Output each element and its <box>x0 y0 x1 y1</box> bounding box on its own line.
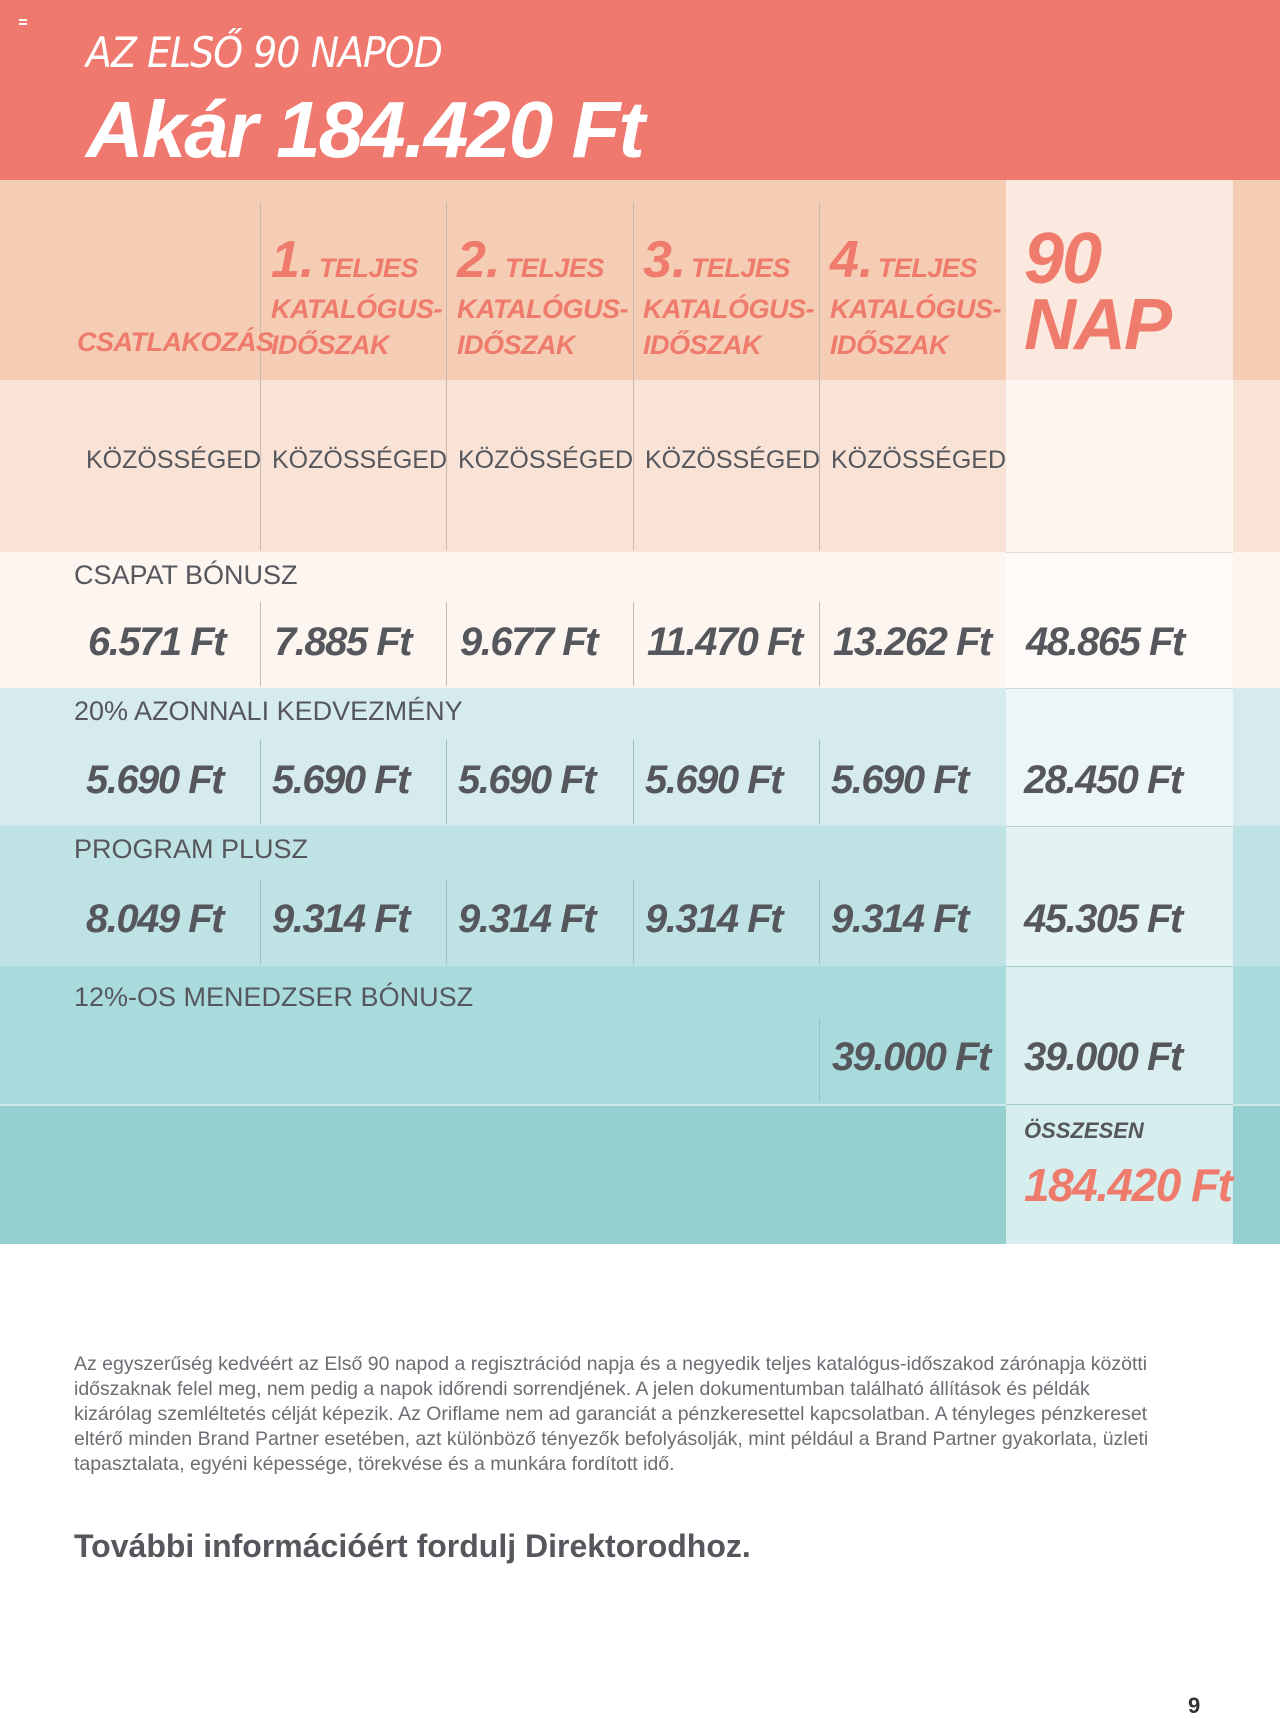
column-header-period-4: 4. TELJES KATALÓGUS- IDŐSZAK <box>830 231 1001 360</box>
title-banner <box>0 0 1280 180</box>
column-divider <box>260 602 261 686</box>
discount-value: 5.690 Ft <box>86 758 223 802</box>
program-plus-value: 8.049 Ft <box>86 897 223 941</box>
discount-value: 5.690 Ft <box>272 758 409 802</box>
column-divider <box>633 740 634 824</box>
column-header-period-1: 1. TELJES KATALÓGUS- IDŐSZAK <box>271 231 442 360</box>
community-label: KÖZÖSSÉGED <box>272 446 448 474</box>
team-bonus-value: 11.470 Ft <box>647 620 802 664</box>
page-number: 9 <box>1188 1693 1201 1718</box>
column-divider <box>446 880 447 964</box>
column-divider <box>446 740 447 824</box>
row-label-discount: 20% AZONNALI KEDVEZMÉNY <box>74 696 463 726</box>
grand-total-value: 184.420 Ft <box>1024 1159 1232 1211</box>
community-label: KÖZÖSSÉGED <box>86 446 262 474</box>
team-bonus-value: 7.885 Ft <box>274 620 411 664</box>
column-divider <box>819 880 820 964</box>
row-label-team-bonus: CSAPAT BÓNUSZ <box>74 560 298 590</box>
column-divider <box>260 880 261 964</box>
column-divider <box>446 602 447 686</box>
discount-value: 5.690 Ft <box>645 758 782 802</box>
program-plus-value: 9.314 Ft <box>272 897 409 941</box>
column-divider <box>819 202 820 550</box>
column-header-period-3: 3. TELJES KATALÓGUS- IDŐSZAK <box>643 231 814 360</box>
manager-bonus-value: 39.000 Ft <box>832 1035 990 1079</box>
team-bonus-value: 6.571 Ft <box>88 620 225 664</box>
team-bonus-total: 48.865 Ft <box>1026 620 1184 664</box>
column-divider <box>633 602 634 686</box>
menu-icon[interactable] <box>19 19 27 25</box>
column-divider <box>260 202 261 550</box>
column-header-period-2: 2. TELJES KATALÓGUS- IDŐSZAK <box>457 231 628 360</box>
community-label: KÖZÖSSÉGED <box>458 446 634 474</box>
column-divider <box>260 740 261 824</box>
community-label: KÖZÖSSÉGED <box>831 446 1007 474</box>
column-divider <box>633 880 634 964</box>
page-headline: Akár 184.420 Ft <box>86 85 644 174</box>
page-subtitle: AZ ELSŐ 90 NAPOD <box>86 28 442 77</box>
more-info-text: További információért fordulj Direktorodhoz. <box>74 1528 751 1564</box>
column-header-total: 90 NAP <box>1024 219 1171 365</box>
community-label: KÖZÖSSÉGED <box>645 446 821 474</box>
column-header-join: CSATLAKOZÁS <box>77 327 274 357</box>
discount-total: 28.450 Ft <box>1024 758 1182 802</box>
discount-value: 5.690 Ft <box>831 758 968 802</box>
program-plus-total: 45.305 Ft <box>1024 897 1182 941</box>
column-divider <box>819 740 820 824</box>
disclaimer-text: Az egyszerűség kedvéért az Első 90 napod a regisztrációd napja és a negyedik teljes katalógus-időszakod zárónapja közötti időszaknak felel meg, nem pedig a napok időrendi sorrendjének. A jelen dokumentumban található állítások és példák kizárólag szemléltetés célját képezik. Az Oriflame nem ad garanciát a pénzkeresettel kapcsolatban. A tényleges pénzkereset eltérő minden Brand Partner esetében, azt különböző tényezők befolyásolják, mint például a Brand Partner gyakorlata, üzleti tapasztalata, egyéni képessége, törekvése és a munkára fordított idő. <box>74 1353 1149 1475</box>
column-divider <box>819 602 820 686</box>
team-bonus-value: 13.262 Ft <box>833 620 991 664</box>
column-divider <box>633 202 634 550</box>
program-plus-value: 9.314 Ft <box>458 897 595 941</box>
grand-total-label: ÖSSZESEN <box>1024 1118 1144 1143</box>
column-divider <box>819 1018 820 1102</box>
row-label-program-plus: PROGRAM PLUSZ <box>74 834 309 864</box>
discount-value: 5.690 Ft <box>458 758 595 802</box>
program-plus-value: 9.314 Ft <box>831 897 968 941</box>
team-bonus-value: 9.677 Ft <box>460 620 597 664</box>
program-plus-value: 9.314 Ft <box>645 897 782 941</box>
row-label-manager-bonus: 12%-OS MENEDZSER BÓNUSZ <box>74 982 474 1012</box>
manager-bonus-total: 39.000 Ft <box>1024 1035 1182 1079</box>
column-divider <box>446 202 447 550</box>
